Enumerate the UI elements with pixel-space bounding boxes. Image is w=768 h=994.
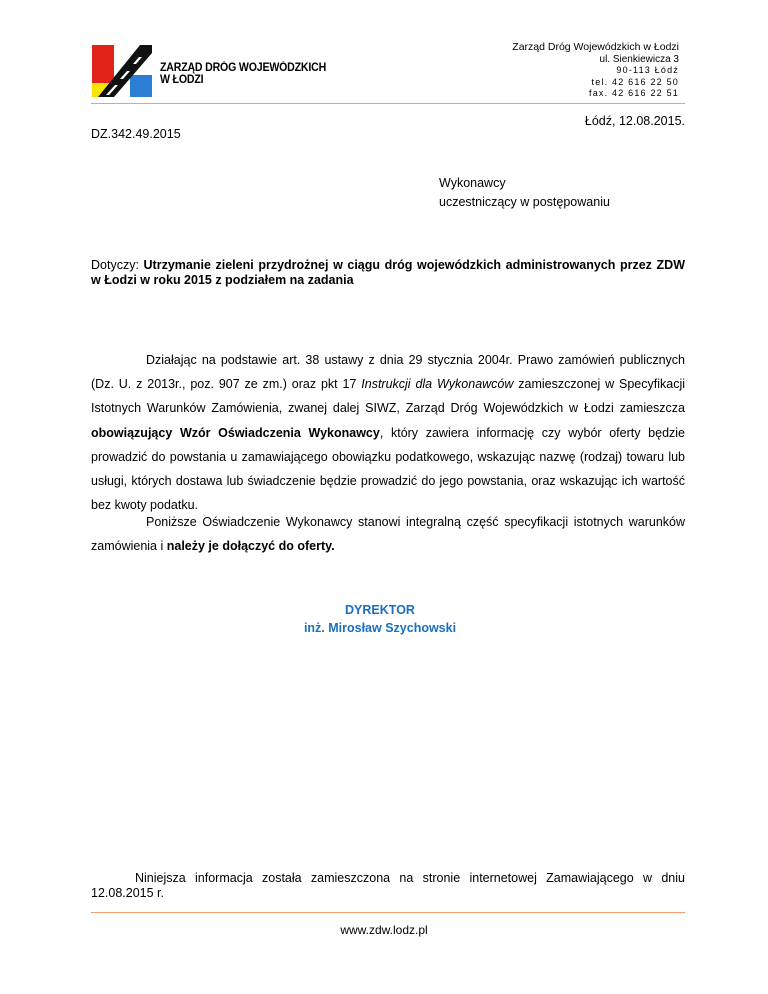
p2-part-a: Poniższe Oświadczenie Wykonawcy stanowi integralną część specyfikacji istotnych warunków zamówienia i — [91, 515, 685, 554]
signature-block — [180, 601, 580, 637]
subject-label: Dotyczy: — [91, 258, 144, 272]
body-paragraph-1 — [91, 348, 685, 517]
org-street: ul. Sienkiewicza 3 — [599, 53, 679, 65]
letter-date: Łódź, 12.08.2015. — [584, 114, 685, 128]
org-tel: tel. 42 616 22 50 — [591, 76, 679, 87]
logo-line-1: ZARZĄD DRÓG WOJEWÓDZKICH — [160, 62, 327, 74]
p1-part-c: , który zawiera informację czy wybór oferty będzie prowadzić do powstania u zamawiającego obowiązku podatkowego, wskazując nazwę (rodzaj) towaru lub usługi, których dostawa lub świadczenie będzie prowadzić do jego powstania, oraz wskazując ich wartość bez kwoty podatku. — [91, 425, 685, 513]
org-fax: fax. 42 616 22 51 — [589, 88, 679, 98]
logo-wordmark — [160, 62, 326, 86]
body-paragraph-2 — [91, 510, 685, 558]
logo-line-2: W ŁODZI — [160, 74, 204, 86]
website-link[interactable]: www.zdw.lodz.pl — [340, 923, 428, 937]
header-divider — [91, 103, 685, 104]
p2-bold: należy je dołączyć do oferty. — [166, 539, 335, 554]
recipient-line-1: Wykonawcy — [439, 176, 506, 190]
p1-bold: obowiązujący Wzór Oświadczenia Wykonawcy — [91, 425, 380, 440]
publication-note — [91, 871, 685, 900]
publication-note-text: Niniejsza informacja została zamieszczona na stronie internetowej Zamawiającego w dniu 12.08.2015 r. — [91, 871, 685, 900]
org-name: Zarząd Dróg Wojewódzkich w Łodzi — [512, 41, 679, 53]
signature-name: inż. Mirosław Szychowski — [303, 621, 457, 635]
subject-text: Utrzymanie zieleni przydrożnej w ciągu dróg wojewódzkich administrowanych przez ZDW w Łodzi w roku 2015 z podziałem na zadania — [91, 258, 685, 287]
p1-part-b: zamieszczonej w Specyfikacji Istotnych Warunków Zamówienia, zwanej dalej SIWZ, Zarząd Dróg Wojewódzkich w Łodzi zamieszcza — [91, 377, 685, 416]
zdw-logo-icon — [92, 45, 152, 97]
recipient-block — [439, 174, 610, 212]
organization-address — [512, 42, 679, 100]
reference-number: DZ.342.49.2015 — [91, 127, 181, 141]
subject-line — [91, 258, 685, 287]
p1-italic: Instrukcji dla Wykonawców — [361, 377, 514, 392]
footer-divider — [91, 912, 685, 913]
signature-title: DYREKTOR — [345, 603, 415, 617]
org-postal: 90-113 Łódź — [616, 65, 679, 75]
recipient-line-2: uczestniczący w postępowaniu — [439, 195, 610, 209]
p1-part-a: Działając na podstawie art. 38 ustawy z dnia 29 stycznia 2004r. Prawo zamówień publicznych (Dz. U. z 2013r., poz. 907 ze zm.) oraz pkt 17 — [91, 353, 685, 392]
